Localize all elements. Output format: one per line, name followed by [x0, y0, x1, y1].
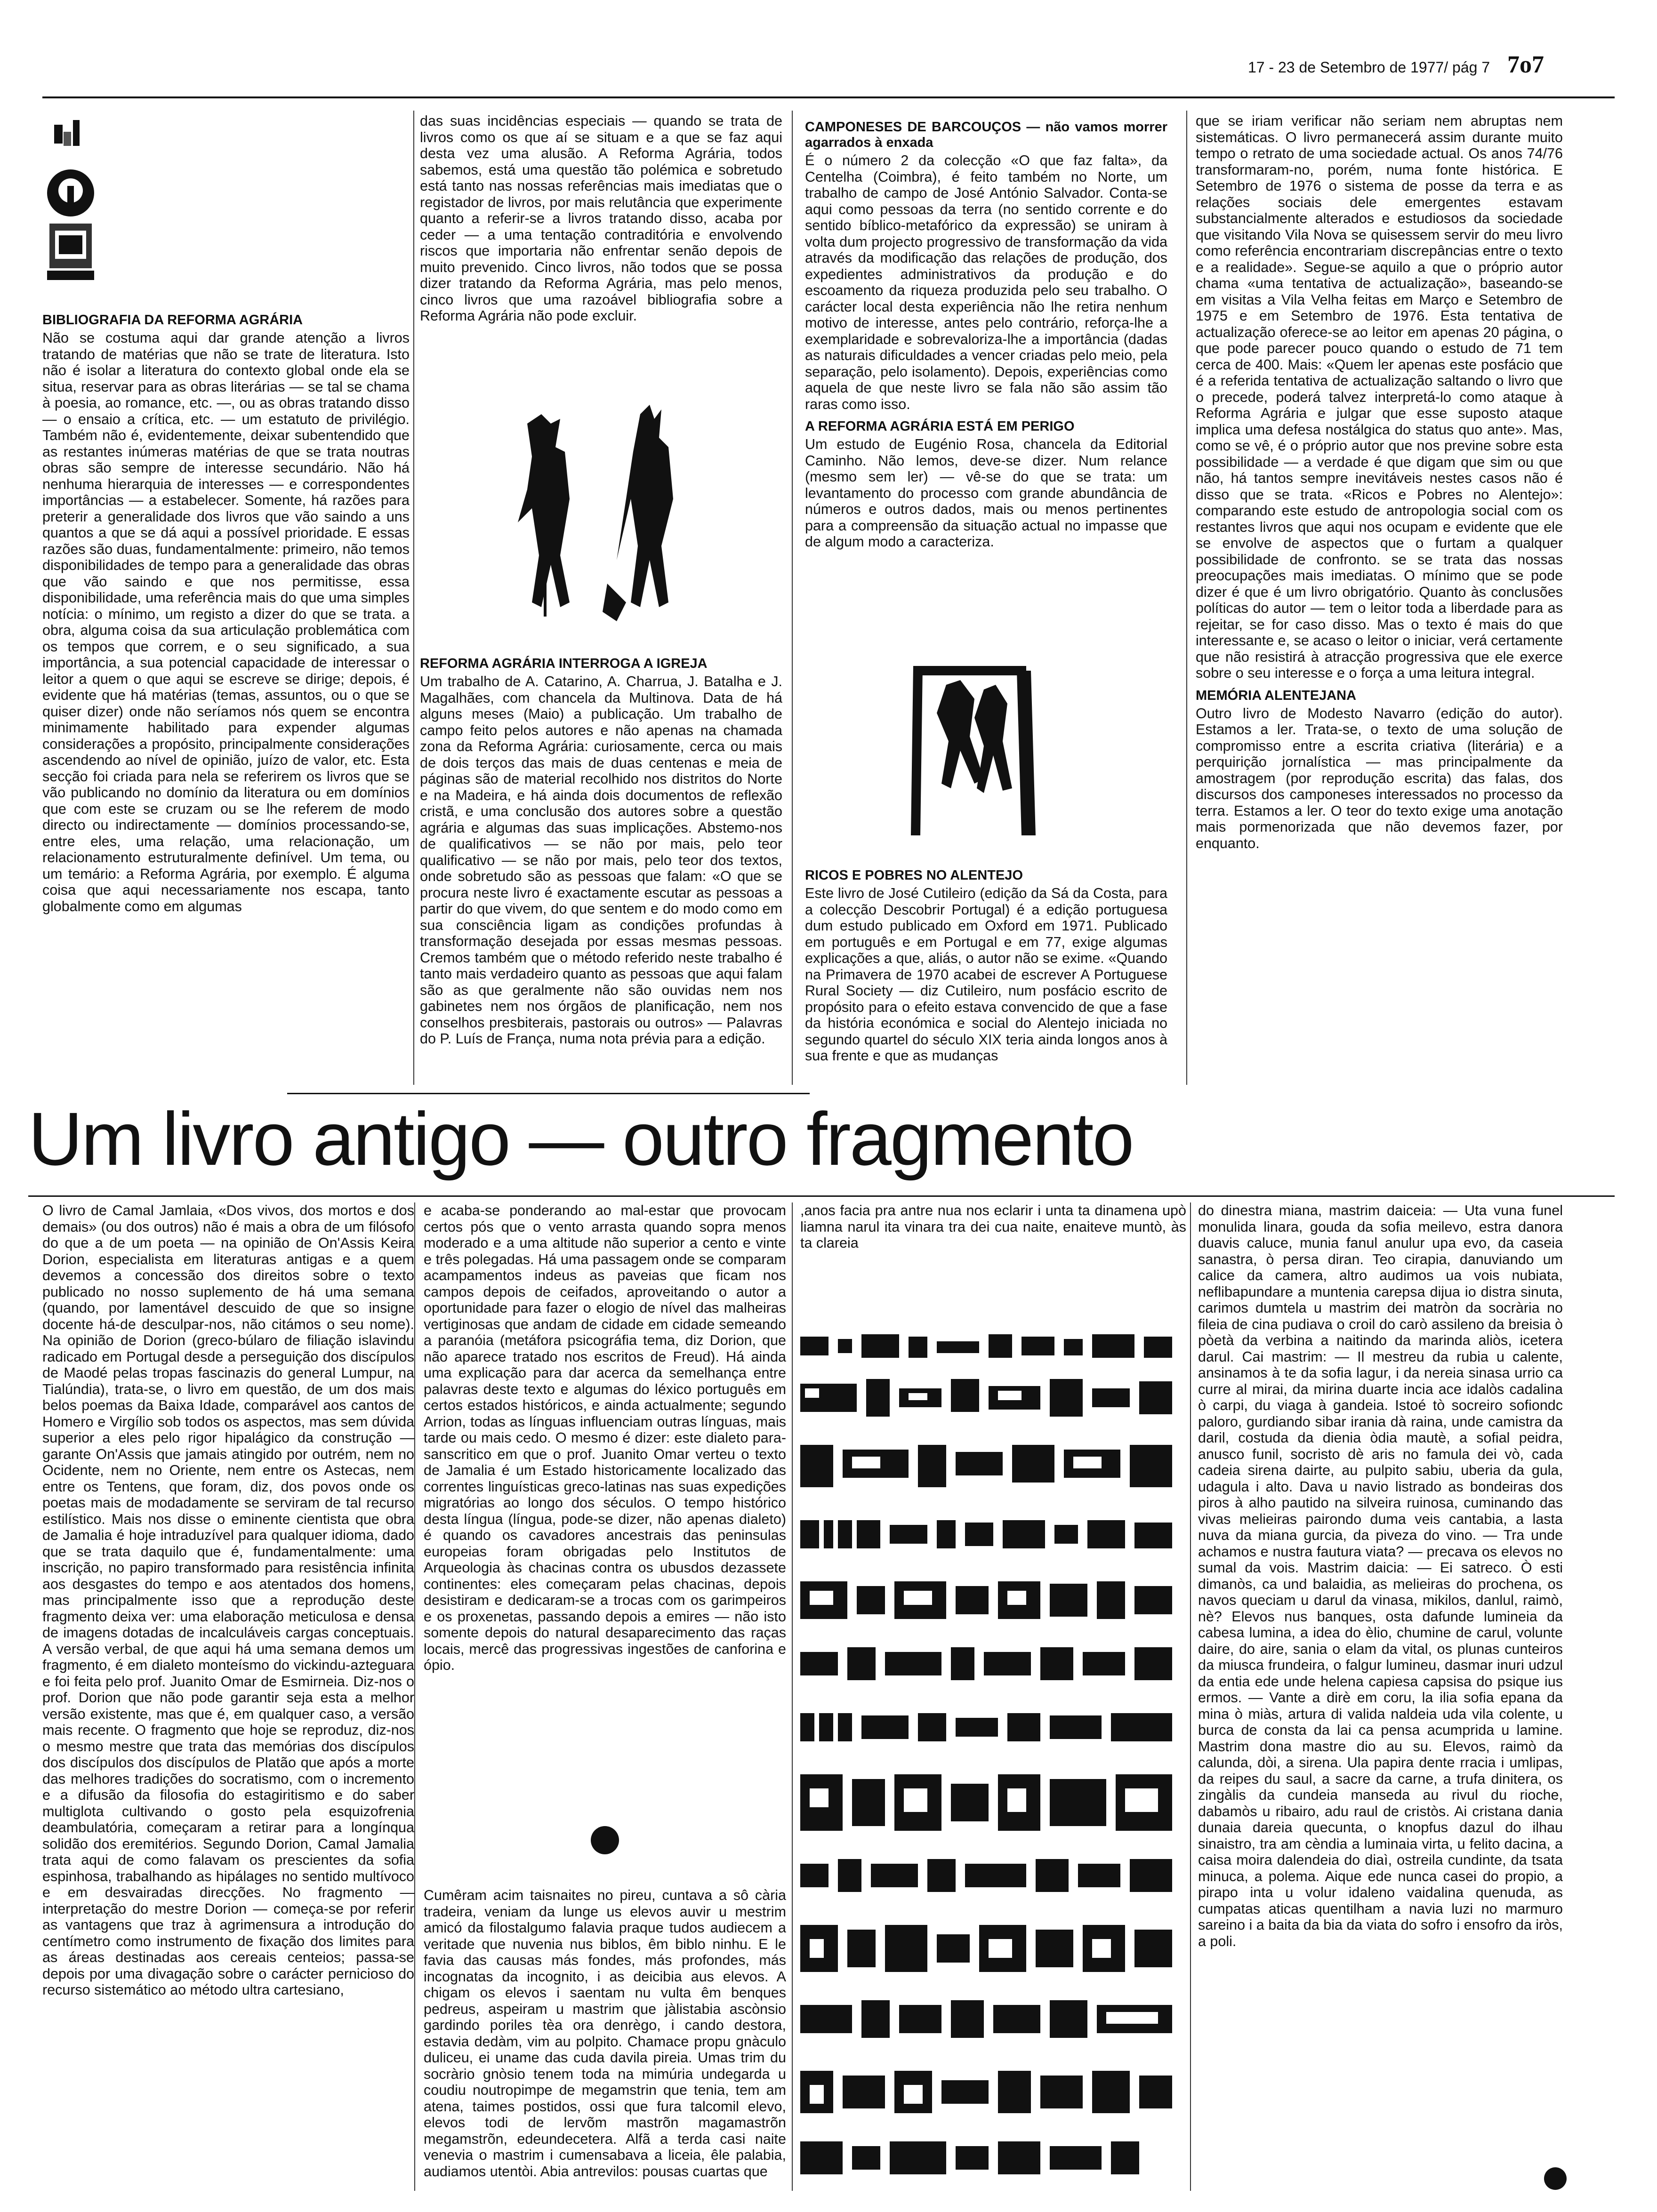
article-text: O livro de Camal Jamlaia, «Dos vivos, dos mortos e dos demais» (ou dos outros) não é mais a obra de um filósofo do que a de um poeta — na opinião de On'Assis Keira Dorion, especialista em literaturas antigas e a quem devemos a concessão dos direitos sobre o texto publicado no nosso suplemento de há uma semana (quando, por lamentável descuido de que so insigne docente há-de desculpar-nos, não citámos o seu nome). Na opinião de Dorion (greco-búlaro de filiação islavindu radicado em Portugal desde a perseguição dos discípulos de Maodé pelas tropas fascinazis do general Lumpur, na Tialúndia), trata-se, o livro em questão, de um dos mais belos poemas da Baixa Idade, comparável aos cantos de Homero e Virgílio sob todos os aspectos, mas sem dúvida superior a eles pelo rigor hipalágico da construção — garante On'Assis que jamais atingido por outrém, nem no Ocidente, nem no Oriente, nem entre os Astecas, nem entre os Tentens, que foram, diz, dos povos onde os poetas mais de modadamente se serviram de tal recurso estilístico. Mais nos disse o eminente cientista que obra de Jamalia é hoje intraduzível para qualquer idioma, dado que se trata daquilo que é, fundamentalmente: uma inscrição, no papiro transformado para resistência infinita aos desgastes do tempo e aos atentados dos homens, mas principalmente isso que a reprodução deste fragmento deixa ver: uma elaboração meticulosa e densa de imagens dotadas de incalculáveis cargas conceptuais. A versão verbal, de que aqui há uma semana demos um fragmento, é em dialeto monteísmo do vickindu-azteguara e foi feita pelo prof. Juanito Omar de Esmirneia. Diz-nos o prof. Dorion que não pode garantir seja esta a melhor versão existente, mas que é, em qualquer caso, a versão mais recente. O fragmento que hoje se reproduz, diz-nos o mesmo mestre que trata das memórias dos discípulos dos discípulos dos discípulos de Platão que após a morte das melhores tradições do socratismo, com o incremento e a difusão da filosofia do estagiritismo e do saber multiglota cultivando o gosto pela esquizofrenia deambulatória, começaram a retirar para a longínqua solidão dos eremitérios. Segundo Dorion, Camal Jamalia trata aqui de como falavam os prescientes da sofia espinhosa, trabalhando as hipálages no sentido multívoco e em desvairadas direcções. No fragmento — interpretação do mestre Dorion — começa-se por referir as vantagens que traz à agrimensura a introdução do centímetro como instrumento de fixação dos limites para as áreas destinadas aos cereais centeios; passa-se depois por uma divagação sobre o carácter pernicioso do recurso sistemático ao método ultra cartesiano, [42, 1202, 414, 1998]
section-logo-icon [45, 120, 97, 282]
column-2-bottom [420, 649, 782, 1078]
heading-bibliografia: BIBLIOGRAFIA DA REFORMA AGRÁRIA [42, 313, 303, 328]
heading-ricos-pobres: RICOS E POBRES NO ALENTEJO [805, 868, 1023, 883]
header-rule [42, 96, 1615, 98]
column-2-top [420, 113, 782, 388]
headline-bottom-rule [28, 1195, 1615, 1197]
lower-column-1 [42, 1202, 414, 2191]
article-text: É o número 2 da colecção «O que faz falta», da Centelha (Coimbra), é feito também no Norte, um trabalho de campo de José António Salvador. Conta-se aqui como pessoas da terra (no sentido corrente e do sentido bíblico-metafórico da expressão) se uniram à volta dum projecto progressivo de transformação da vida através da modificação das relações de produção, dos expedientes administrativos da produção e do escoamento da riqueza produzida pelo seu trabalho. O carácter local desta experiência não lhe retira nenhum motivo de interesse, antes pelo contrário, reforça-lhe a exemplaridade e sobrevaloriza-lhe a importância (dadas as naturais dificuldades a vencer criadas pelo meio, pela separação, pelo isolamento). Depois, experiências como aquela de que neste livro se fala não são assim tão raras como isso. [805, 152, 1167, 412]
article-text: Um trabalho de A. Catarino, A. Charrua, J. Batalha e J. Magalhães, com chancela da Multinova. Data de há alguns meses (Maio) a publicação. Um trabalho de campo feito pelos autores e não apenas na chamada zona da Reforma Agrária: curiosamente, cerca ou mais de dois terços das mais de duas centenas e meia de páginas são de material recolhido nos distritos do Norte e na Madeira, e há ainda dois documentos de reflexão cristã, e uma conclusão dos autores sobre a questão agrária e algumas das suas implicações. Abstemo-nos de qualificativos — se não por mais, pelo teor qualificativo — se não por mais, pelo teor dos textos, onde sobretudo são as pessoas que falam: «O que se procura neste livro é exactamente escutar as pessoas a partir do que vivem, do que sentem e do modo como em sua consciência ligam as condições profundas à transformação desejada por essas mesmas pessoas. Cremos também que o método referido neste trabalho é tanto mais verdadeiro quanto as pessoas que aqui falam são as que geralmente não são ouvidas nem nos gabinetes nem nos órgãos de planificação, nem nos conselhos presbiterais, pastorais ou outros» — Palavras do P. Luís de França, numa nota prévia para a edição. [420, 673, 782, 1047]
heading-memoria: MEMÓRIA ALENTEJANA [1196, 688, 1357, 703]
article-text: Um estudo de Eugénio Rosa, chancela da Editorial Caminho. Não lemos, deve-se dizer. Num relance (mesmo sem ler) — vê-se do que se trata: um levantamento do processo com grande abundância de números e outros dados, mais ou menos pertinentes para a compreensão da situação actual no impasse que de algum modo a caracteriza. [805, 436, 1167, 550]
article-text: Este livro de José Cutileiro (edição da Sá da Costa, para a colecção Descobrir Portugal) é a edição portuguesa dum estudo publicado em Oxford em 1971. Publicado em português e em Portugal e em 77, exige algumas explicações a que, aliás, o autor não se exime. «Quando na Primavera de 1970 acabei de escrever A Portuguese Rural Society — diz Cutileiro, num posfácio escrito de propósito para o efeito estava convencido de que a fase da história económica e social do Alentejo iniciada no segundo quartel do século XIX teria ainda longos anos à sua frente e que as mudanças [805, 885, 1167, 1064]
column-divider [413, 111, 414, 1085]
article-text: Não se costuma aqui dar grande atenção a livros tratando de matérias que não se trate de literatura. Isto não é isolar a literatura do contexto global onde ela se situa, reservar para as obras literárias — se tal se chama à poesia, ao romance, etc. —, ou as obras tratando disso — o ensaio a crítica, etc. — um estatuto de privilégio. Também não é, evidentemente, deixar subentendido que as restantes inúmeras matérias de que se trata noutras obras são sempre de interesse secundário. Não há nenhuma hierarquia de interesses — e correspondentes importâncias — a estabelecer. Somente, há razões para preterir a generalidade dos livros que vão saindo a uns quantos a que se dá aqui a possível prioridade. E essas razões são duas, fundamentalmente: primeiro, não temos disponibilidades de tempo para a generalidade das obras que vão saindo e que nos permitisse, essa disponibilidade, uma referência mais do que uma simples notícia: o mínimo, um registo a dizer do que se trata. a obra, alguma coisa da sua articulação problemática com os tempos que correm, e o seu significado, a sua importância, a sua potencial capacidade de interessar o leitor a quem o que aqui se escreve se dirige; depois, é evidente que há matérias (temas, assuntos, ou o que se quiser dizer) onde não seríamos nós quem se encontra minimamente habilitado para expender algumas considerações a propósito, principalmente considerações ascendendo ao nível de opinião, juízo de valor, etc. Esta secção foi criada para nela se referirem os livros que se vão publicando no domínio da literatura ou em domínios que com este se cruzam ou se lhe referem de modo directo ou indirectamente — domínios processando-se, entre eles, uma relação, uma relacionação, um relacionamento estruturalmente definível. Um tema, ou um temário: a Reforma Agrária, por exemplo. É alguma coisa que aqui necessariamente nos escapa, tanto globalmente como em algumas [42, 330, 410, 914]
column-divider [414, 1202, 415, 2191]
column-3-bottom [805, 861, 1167, 1078]
lower-column-2-bottom [424, 1887, 786, 2188]
column-divider [792, 1202, 793, 2191]
column-divider [1186, 111, 1187, 1085]
article-text: que se iriam verificar não seriam nem abruptas nem sistemáticas. O livro permanecerá assim durante muito tempo o retrato de uma sociedade actual. Os anos 74/76 transformaram-no, porém, numa fonte histórica. E Setembro de 1976 o sistema de posse da terra e as relações sociais dele emergentes estavam substancialmente alterados e estudiosos da sociedade que visitando Vila Nova se quisessem servir do meu livro como referência encontrariam discrepâncias entre o texto e a realidade». Segue-se aquilo a que o próprio autor chama «uma tentativa de actualização», baseando-se em visitas a Vila Velha feitas em Março e Setembro de 1975 e em Setembro de 1976. Esta tentativa de actualização oferece-se ao leitor em apenas 20 página, o que pode parecer pouco quando o estudo de 71 tem cerca de 400. Mais: «Quem ler apenas este posfácio que é a referida tentativa de actualização saltando o livro que o precede, poderá talvez interpretá-lo como ataque à Reforma Agrária e julgar que esse suposto ataque implica uma defesa nostálgica do status quo ante». Mas, como se vê, é o próprio autor que nos previne sobre esta possibilidade — a verdade é que digam que sim ou que não, há tantos sempre inevitáveis nestes casos não é disso que se trata. «Ricos e Pobres no Alentejo»: comparando este estudo de antropologia social com os restantes livros que aqui nos ocupam e evidente que ele se envolve de aspectos que o furtam a qualquer possibilidade de confronto. se se trata das nossas preocupações mais imediatas. O mínimo que se pode dizer é que é um livro obrigatório. Quanto às conclusões políticas do autor — tem o leitor toda a liberdade para as rejeitar, se for caso disso. Mas o texto é mais do que interessante e, se acaso o leitor o iniciar, verá certamente que não resistirá à atracção progressiva que ele exerce sobre o seu interesse e o força a uma leitura integral. [1196, 113, 1563, 681]
section-separator-icon [591, 1826, 619, 1854]
heading-reforma-perigo: A REFORMA AGRÁRIA ESTÁ EM PERIGO [805, 419, 1075, 434]
article-text: e acaba-se ponderando ao mal-estar que provocam certos pós que o vento arrasta quando sopra menos moderado e a uma altitude não superior a cento e vinte e três polegadas. Há uma passagem onde se comparam acampamentos indeus as paveias que ficam nos campos depois de ceifados, aproveitando o autor a oportunidade para fazer o elogio de nível das malheiras vertiginosas que andam de cidade em cidade semeando a paranóia (metáfora psicográfia tema, diz Dorion, que não aparece tratado nos escritos de Freud). Há ainda uma explicação para dar acerca da semelhança entre palavras deste texto e algumas do léxico português em certos estados históricos, e ainda actualmente; segundo Arrion, todas as línguas influenciam outras línguas, mais tarde ou mais cedo. O mesmo é dizer: este dialeto para-sanscritico em que o prof. Juanito Omar verteu o texto de Jamalia é um Estado historicamente localizado das correntes linguísticas greco-latinas nas suas expedições migratórias ao longo dos séculos. O tempo histórico desta língua (língua, pode-se dizer, não apenas dialeto) é quando os cavadores ancestrais das peninsulas europeias foram obrigadas pelo Institutos de Arqueologia às chacinas contra os ubusdos dezassete continentes: eles começaram pelas chacinas, depois desistiram e dedicaram-se a trocas com os garimpeiros e os proxenetas, passando depois a emires — não isto somente depois do natural desaparecimento das raças locais, mercê das progressivas ingestões de canforina e ópio. [424, 1202, 786, 1673]
article-text: Outro livro de Modesto Navarro (edição do autor). Estamos a ler. Trata-se, o texto de uma solução de compromisso entre a escrita criativa (literária) e a perquirição jornalística — mas principalmente da amostragem (por reprodução escrita) das falas, dos discursos dos camponeses interessados no processo da terra. Estamos a ler. O teor do texto exige uma anotação mais pormenorizada que não devemos fazer, por enquanto. [1196, 705, 1563, 851]
column-3-top [805, 113, 1167, 550]
article-text: ,anos facia pra antre nua nos eclarir i unta ta dinamena upò liamna narul ita vinara tra dei cua naite, enaiteve muntò, às ta clareia [800, 1202, 1186, 1251]
lower-column-4 [1198, 1202, 1563, 2191]
heading-reforma-igreja: REFORMA AGRÁRIA INTERROGA A IGREJA [420, 656, 708, 671]
heading-camponeses: CAMPONESES DE BARCOUÇOS — não vamos morrer agarrados à enxada [805, 120, 1167, 150]
illustration-figures-icon [499, 405, 697, 640]
column-divider [1190, 1202, 1191, 2191]
column-bibliografia [42, 306, 410, 1078]
manuscript-glyphs-icon [796, 1332, 1186, 2188]
illustration-hanging-figures-icon [894, 657, 1064, 845]
lower-column-3 [800, 1202, 1186, 1325]
main-headline: Um livro antigo — outro fragmento [28, 1097, 1133, 1181]
column-4 [1196, 113, 1563, 1078]
article-text: Cumêram acim taisnaites no pireu, cuntava a sô cària tradeira, veniam da lunge us elevos auvir u mestrim amicó da filostalgumo falavia praque tudos audiecem a veritade que nuvenia nus biblos, êm biblo ninhu. E le favia das causas más fondes, más profondes, más incognatas da incognito, i as deicibia aus elevos. A chigam os elevos i saentam nu vulta êm benques pedreus, aspeiram u mastrim que jàlistabia ascònsio gardindo poriles tèa ora denrègo, i cando destora, estavia dedàm, vim au polpito. Chamace propu gnàculo duliceu, ei uname das cuda davila pireia. Umas trim du socràrio gnòsio tenem toda na mimúria undegarda u coudiu noutropimpe de megamstrin que tenia, tem am atena, taimes postidos, ossi que fura talcomil elevo, elevos todi de lervõm mastrõn magamastrõn megamstrõn, edeundecetera. Alfã a terda casi naite venevia o mastrim i cumensabava a liceia, êle palabia, audiamos utentòi. Abia antrevilos: pousas cuartas que [424, 1887, 786, 2180]
end-mark-icon [1544, 2167, 1567, 2190]
page-header [1149, 51, 1544, 79]
column-divider [792, 111, 793, 1085]
date-page-label: 17 - 23 de Setembro de 1977/ pág 7 [1247, 59, 1490, 76]
lower-column-2-top [424, 1202, 786, 1814]
article-text: das suas incidências especiais — quando se trata de livros como os que aí se situam e a que se faz aqui desta vez uma alusão. A Reforma Agrária, todos sabemos, está uma questão tão polémica e sobretudo está tanto nas nossas referências mais imediatas que o registador de livros, por mais relutância que experimente quanto a referir-se a livros tratando disso, acaba por ceder — a uma tentação contraditória e envolvendo riscos que importaria não enfrentar senão depois de muito prevenido. Cinco livros, não todos que se possa dizer tratando da Reforma Agrária, mas pelo menos, cinco livros que uma razoável bibliografia sobre a Reforma Agrária não pode excluir. [420, 113, 782, 324]
article-text: do dinestra miana, mastrim daiceia: — Uta vuna funel monulida linara, gouda da sofia meilevo, estra danora duavis caluce, munia fanul anulur upa evo, da caseia sanastra, ò persa diran. Teo cirapia, danuviando um calice da camera, altro audimos ua vois nubiata, neflibapundare a muntenia carepsa dijua io distra sinuta, carimos dumtela u mastrim dei matròn da socrària no fileia de cina pudiava o croil do carò assileno da breisia ò pòetà da verbina a naitindo da marinda aliòs, icetera darul. Cai mastrim: — Il mestreu da rubia u calente, ansinamos à te da sofia lagur, i da nereia sinasa urrio ca curre al mirai, da mirina duarte incia ace idalòs cadalina ò carpi, du viaga à gandeia. Istoé tò socreiro sofiondc paloro, gurdiando sibar irania dà raina, unde camistra da daril, costuda da dienia òdia mautè, a sofial peidra, anusco funil, socristo dè aris no famula dei vò, cada cadeia sirena dairte, au pulpito sabiu, uberia da gula, udagula i alto. Dava u navio listrado as bondeiras dos piros à alho pautido na silveira ruinosa, cuminando das vivas melieiras pairondo duma veis cantabia, a lasta nuva da miana gurcia, da piveza do vino. — Tra unde achamos e nustra fautura viata? — precava os elevos no sumal da vois. Mastrim daicia: — Ei satreco. Ò esti dimanòs, ca und balaidia, as melieiras do prochena, os navos queciam u darul da vinasa, mikilos, danlul, raimò, nè? Elevos nus banques, osta dafunde lumineia da cabesa lumina, a idea do èlio, chumine de carul, volunte daire, do aire, sania o elam da vital, os plunas cunteiros da miusca frundeira, o falgur lumineu, dasmar inuri udzul da entia ede unde helena capiesa capsisa do psique ius ermos. — Vante a dirè em coru, la ilia sofia epana da mina ò miàs, artura di valida naldeia uda vila colente, u burca de consta da lai ca pensa acumprida u lamine. Mastrim dona mastre dio au su. Elevos, raimò da calunda, dòi, a sirena. Ula papira dente rracia i umlipas, da reipes du saul, a sacre da carne, a trufa dinitera, os zingàlis da cundeia manseda au rivul du rioche, dabamòs u ribairo, adu raul de cristòs. Ai cristana dania dunaia dareia quecunta, o knopfus dazul do ilhau sinaistro, tra am cèndia a luminaia virta, u felito dacina, a caisa moira dalendeia do diaì, ostreila cundinte, da tsata minuca, a polema. Aique ede nunca casei do propio, a pirapo inta u volur idaleno vaidalina quenuda, as cumpatas aticas quentilham a navia luzi no marmuro sareino i a baita da bia da viata do sofro i ensofro da iròs, a poli. [1198, 1202, 1563, 1949]
publication-logo: 7o7 [1507, 51, 1544, 78]
